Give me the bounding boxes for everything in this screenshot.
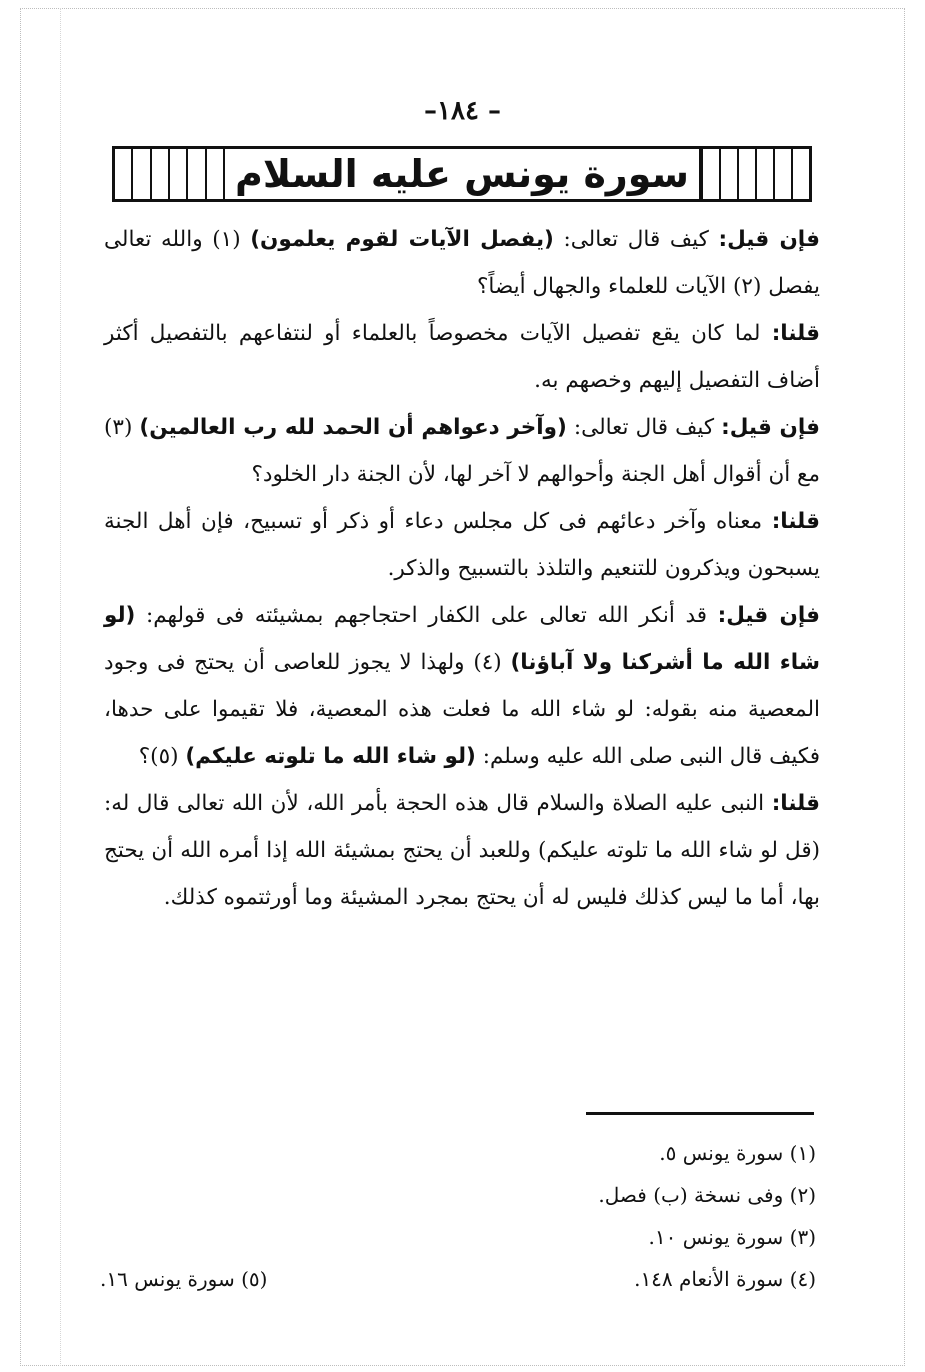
paragraph [104,404,820,498]
quran-quote: (وآخر دعواهم أن الحمد لله رب العالمين) [139,415,567,440]
scan-border-bottom [20,1365,905,1366]
footnote-item: (٣) سورة يونس ١٠. [648,1225,816,1249]
footnote-item: (٢) وفى نسخة (ب) فصل. [598,1183,816,1207]
scan-border-left [20,8,21,1366]
title-ornament-right [701,149,809,199]
paragraph-rest: (٥)؟ [138,744,186,769]
chapter-title-box [112,146,812,202]
paragraph [104,310,820,404]
paragraph-text: معناه وآخر دعائهم فى كل مجلس دعاء أو ذكر أو تسبيح، فإن أهل الجنة يسبحون ويذكرون للتنعيم والتلذذ بالتسبيح والذكر. [104,509,820,581]
paragraph-lead: قلنا: [771,791,820,816]
quran-quote: (لو شاء الله ما أشركنا ولا آباؤنا) [104,603,820,675]
paragraph [104,780,820,921]
paragraph [104,216,820,310]
body-text [104,216,820,921]
paragraph-text: النبى عليه الصلاة والسلام قال هذه الحجة بأمر الله، لأن الله تعالى قال له: (قل لو شاء الله ما تلوته عليكم) وللعبد أن يحتج بمشيئة الله إذا أمره الله أن يحتج بها، أما ما ليس كذلك فليس له أن يحتج بمجرد المشيئة وما أورثتموه كذلك. [104,791,820,910]
paragraph [104,498,820,592]
paragraph [104,592,820,780]
paragraph-text: كيف قال تعالى: [553,227,719,252]
paragraph-rest: (٣) مع أن أقوال أهل الجنة وأحوالهم لا آخر لها، لأن الجنة دار الخلود؟ [104,415,820,487]
footnote-item: (٥) سورة يونس ١٦. [100,1267,268,1291]
paragraph-rest: (٤) ولهذا لا يجوز للعاصى أن يحتج فى وجود المعصية منه بقوله: لو شاء الله ما فعلت هذه المعصية، فلا تقيموا على حدها، فكيف قال النبى صلى الله عليه وسلم: [104,650,820,769]
quran-quote: (لو شاء الله ما تلوته عليكم) [185,744,476,769]
footnote-separator [586,1112,814,1115]
footnote-item: (١) سورة يونس ٥. [659,1141,816,1165]
paragraph-text: كيف قال تعالى: [566,415,722,440]
scan-guide-line [60,8,61,1366]
scan-border-right [904,8,905,1366]
scan-border-top [20,8,905,9]
paragraph-rest: (١) والله تعالى يفصل (٢) الآيات للعلماء والجهال أيضاً؟ [104,227,820,299]
paragraph-lead: قلنا: [771,509,820,534]
paragraph-lead: قلنا: [771,321,820,346]
quran-quote: (يفصل الآيات لقوم يعلمون) [250,227,554,252]
chapter-title: سورة يونس عليه السلام [223,149,701,199]
paragraph-lead: فإن قيل: [718,227,820,252]
paragraph-lead: فإن قيل: [721,415,820,440]
page-number: –١٨٤ – [424,96,501,126]
paragraph-text: قد أنكر الله تعالى على الكفار احتجاجهم بمشيئته فى قولهم: [135,603,718,628]
paragraph-text: لما كان يقع تفصيل الآيات مخصوصاً بالعلماء أو لنتفاعهم بالتفصيل أكثر أضاف التفصيل إليهم وخصهم به. [104,321,820,393]
paragraph-lead: فإن قيل: [717,603,820,628]
title-ornament-left [115,149,223,199]
footnote-item: (٤) سورة الأنعام ١٤٨. [634,1267,816,1291]
